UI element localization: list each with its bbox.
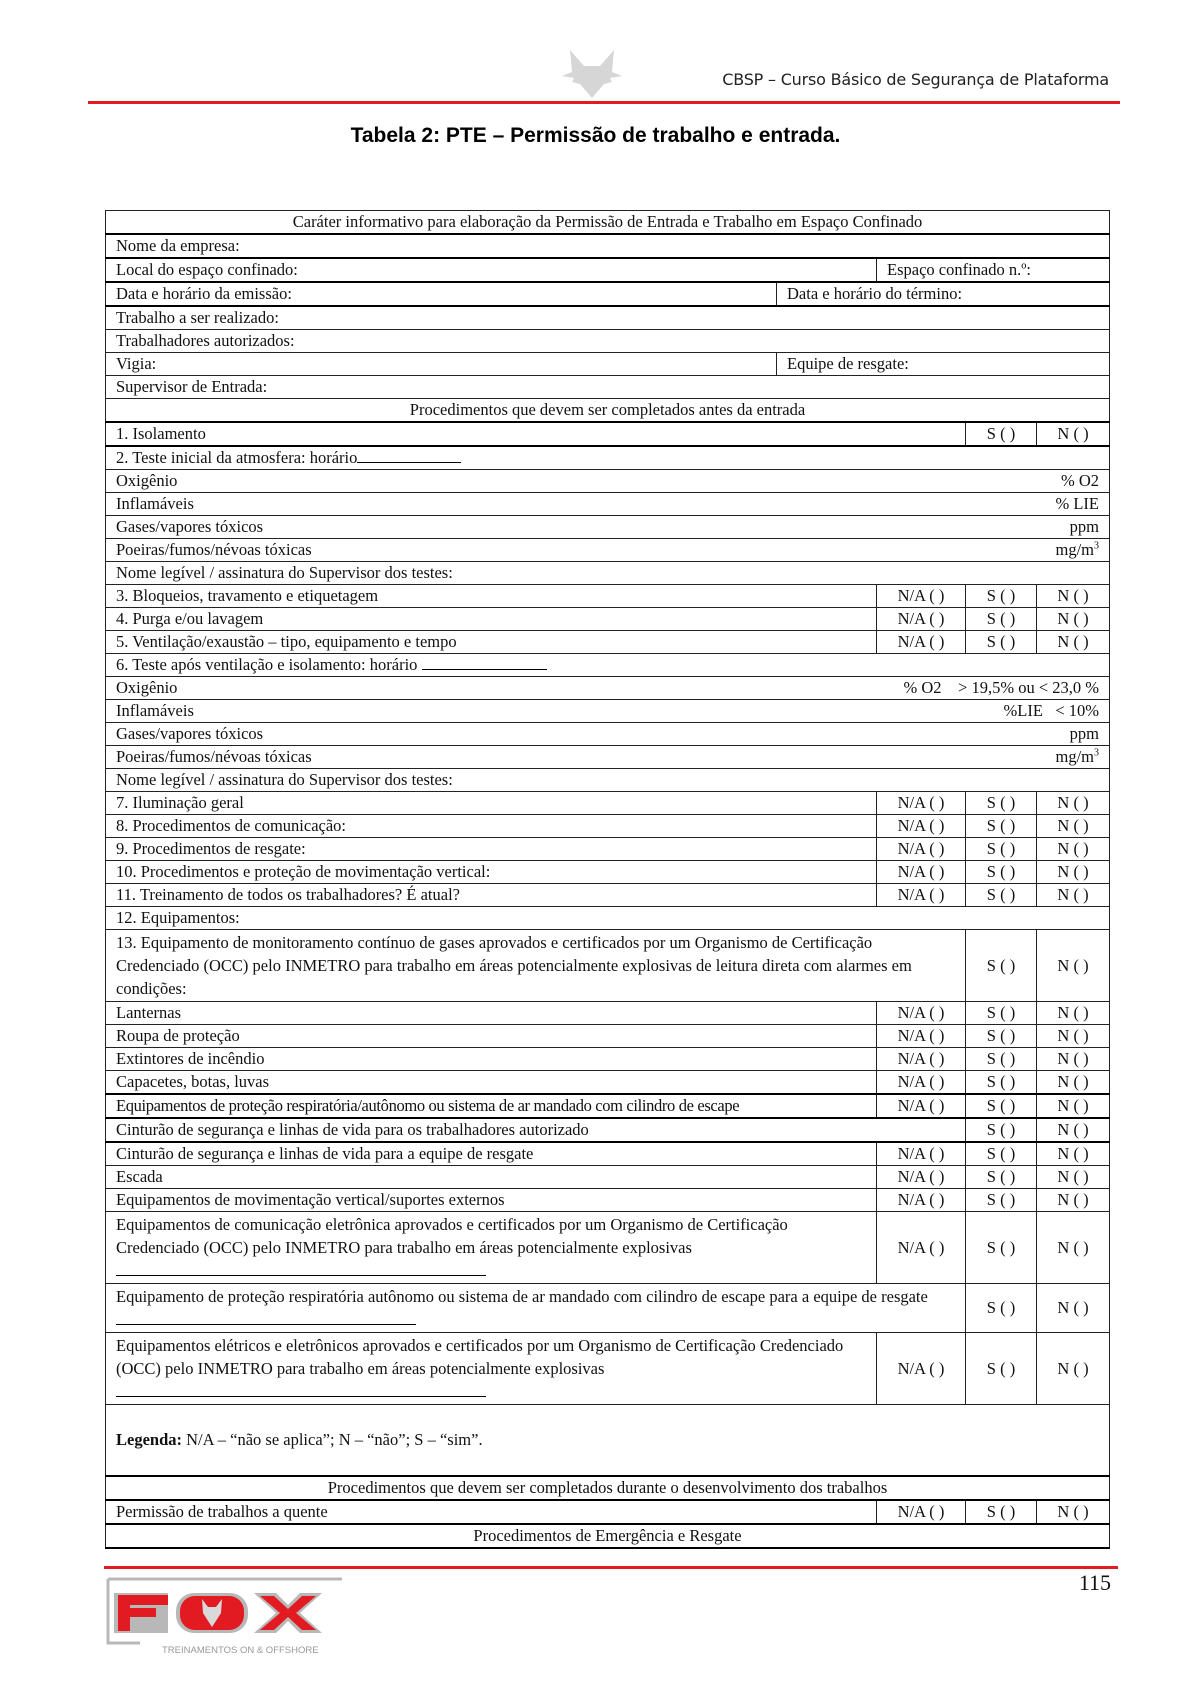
option-s[interactable]: S ( ) [966, 1189, 1037, 1212]
measure-row: Poeiras/fumos/névoas tóxicas $mg/m^3$ [106, 746, 1110, 769]
measure-row: Poeiras/fumos/névoas tóxicas $mg/m^3$ [106, 539, 1110, 562]
option-na[interactable]: N/A ( ) [877, 1094, 966, 1118]
supervisor-signature[interactable]: Nome legível / assinatura do Supervisor dos testes: [106, 562, 1110, 585]
option-n[interactable]: N ( ) [1037, 1189, 1110, 1212]
option-n[interactable]: N ( ) [1037, 1284, 1110, 1333]
field-space-number[interactable]: Espaço confinado n.º: [877, 258, 1110, 282]
option-s[interactable]: S ( ) [966, 1002, 1037, 1025]
option-s[interactable]: S ( ) [966, 631, 1037, 654]
course-title: CBSP – Curso Básico de Segurança de Plataforma [722, 70, 1109, 89]
option-s[interactable]: S ( ) [966, 884, 1037, 907]
option-n[interactable]: N ( ) [1037, 930, 1110, 1002]
option-s[interactable]: S ( ) [966, 861, 1037, 884]
equipment-vertical-supports: Equipamentos de movimentação vertical/suportes externos [106, 1189, 877, 1212]
page-number: 115 [1078, 1570, 1111, 1595]
footer-divider [104, 1566, 1118, 1569]
option-n[interactable]: N ( ) [1037, 1166, 1110, 1189]
option-n[interactable]: N ( ) [1037, 1002, 1110, 1025]
section-during-work: Procedimentos que devem ser completados durante o desenvolvimento dos trabalhos [106, 1476, 1110, 1500]
measure-row: Inflamáveis %LIE < 10% [106, 700, 1110, 723]
equipment-harness-rescue: Cinturão de segurança e linhas de vida para a equipe de resgate [106, 1142, 877, 1166]
option-na[interactable]: N/A ( ) [877, 861, 966, 884]
entry-blank[interactable] [116, 1261, 486, 1276]
item-communication: 8. Procedimentos de comunicação: [106, 815, 877, 838]
entry-blank[interactable] [116, 1382, 486, 1397]
option-s[interactable]: S ( ) [966, 815, 1037, 838]
option-s[interactable]: S ( ) [966, 1025, 1037, 1048]
field-location[interactable]: Local do espaço confinado: [106, 258, 877, 282]
field-issue-datetime[interactable]: Data e horário da emissão: [106, 282, 777, 306]
item-post-test: 6. Teste após ventilação e isolamento: horário [106, 654, 1110, 677]
equipment-helmets-boots-gloves: Capacetes, botas, luvas [106, 1071, 877, 1095]
option-s[interactable]: S ( ) [966, 838, 1037, 861]
option-na[interactable]: N/A ( ) [877, 1048, 966, 1071]
measure-row: Inflamáveis % LIE [106, 493, 1110, 516]
option-s[interactable]: S ( ) [966, 1071, 1037, 1095]
option-n[interactable]: N ( ) [1037, 792, 1110, 815]
item-ventilation: 5. Ventilação/exaustão – tipo, equipamento e tempo [106, 631, 877, 654]
item-rescue-procedures: 9. Procedimentos de resgate: [106, 838, 877, 861]
item-training: 11. Treinamento de todos os trabalhadores? É atual? [106, 884, 877, 907]
option-na[interactable]: N/A ( ) [877, 1166, 966, 1189]
equipment-electronic-communication: Equipamentos de comunicação eletrônica aprovados e certificados por um Organismo de Certificação Credenciado (OCC) pelo INMETRO para trabalho em áreas potencialmente explosivas [106, 1212, 877, 1284]
option-n[interactable]: N ( ) [1037, 861, 1110, 884]
option-na[interactable]: N/A ( ) [877, 792, 966, 815]
section-before-entry: Procedimentos que devem ser completados antes da entrada [106, 399, 1110, 423]
measure-row: Oxigênio % O2 [106, 470, 1110, 493]
option-na[interactable]: N/A ( ) [877, 1002, 966, 1025]
option-s[interactable]: S ( ) [966, 585, 1037, 608]
equipment-ladder: Escada [106, 1166, 877, 1189]
item-isolation: 1. Isolamento [106, 422, 966, 446]
option-na[interactable]: N/A ( ) [877, 1071, 966, 1095]
fox-head-icon [560, 48, 624, 98]
equipment-respiratory: Equipamentos de proteção respiratória/autônomo ou sistema de ar mandado com cilindro de escape [106, 1094, 877, 1118]
option-n[interactable]: N ( ) [1037, 1094, 1110, 1118]
option-n[interactable]: N ( ) [1037, 608, 1110, 631]
option-na[interactable]: N/A ( ) [877, 585, 966, 608]
option-n[interactable]: N ( ) [1037, 585, 1110, 608]
header-divider [88, 101, 1120, 104]
option-na[interactable]: N/A ( ) [877, 815, 966, 838]
field-company[interactable]: Nome da empresa: [106, 234, 1110, 258]
field-workers[interactable]: Trabalhadores autorizados: [106, 330, 1110, 353]
option-n[interactable]: N ( ) [1037, 422, 1110, 446]
option-s[interactable]: S ( ) [966, 1166, 1037, 1189]
entry-blank[interactable] [116, 1310, 416, 1325]
option-na[interactable]: N/A ( ) [877, 1500, 966, 1524]
option-n[interactable]: N ( ) [1037, 1071, 1110, 1095]
field-supervisor[interactable]: Supervisor de Entrada: [106, 376, 1110, 399]
item-lighting: 7. Iluminação geral [106, 792, 877, 815]
item-equipment: 12. Equipamentos: [106, 907, 1110, 930]
pte-form-table [105, 210, 1110, 1549]
option-na[interactable]: N/A ( ) [877, 1142, 966, 1166]
equipment-respiratory-rescue: Equipamento de proteção respiratória autônomo ou sistema de ar mandado com cilindro de escape para a equipe de resgate [106, 1284, 966, 1333]
option-s[interactable]: S ( ) [966, 608, 1037, 631]
option-s[interactable]: S ( ) [966, 792, 1037, 815]
equipment-harness-workers: Cinturão de segurança e linhas de vida para os trabalhadores autorizado [106, 1118, 966, 1142]
item-vertical-movement: 10. Procedimentos e proteção de movimentação vertical: [106, 861, 877, 884]
option-n[interactable]: N ( ) [1037, 1048, 1110, 1071]
option-na[interactable]: N/A ( ) [877, 1212, 966, 1284]
item-purge: 4. Purga e/ou lavagem [106, 608, 877, 631]
option-n[interactable]: N ( ) [1037, 815, 1110, 838]
option-n[interactable]: N ( ) [1037, 1500, 1110, 1524]
field-end-datetime[interactable]: Data e horário do término: [777, 282, 1110, 306]
time-blank[interactable] [357, 448, 461, 463]
option-n[interactable]: N ( ) [1037, 884, 1110, 907]
option-n[interactable]: N ( ) [1037, 838, 1110, 861]
form-main-heading: Caráter informativo para elaboração da Permissão de Entrada e Trabalho em Espaço Confinado [106, 211, 1110, 235]
option-s[interactable]: S ( ) [966, 1333, 1037, 1405]
option-na[interactable]: N/A ( ) [877, 1025, 966, 1048]
item-gas-monitor: 13. Equipamento de monitoramento contínuo de gases aprovados e certificados por um Organismo de Certificação Credenciado (OCC) pelo INMETRO para trabalho em áreas potencialmente explosivas de leitura direta com alarmes em condições: [106, 930, 966, 1002]
document-title: Tabela 2: PTE – Permissão de trabalho e entrada. [350, 124, 841, 147]
option-s[interactable]: S ( ) [966, 1212, 1037, 1284]
equipment-flashlights: Lanternas [106, 1002, 877, 1025]
option-n[interactable]: N ( ) [1037, 1118, 1110, 1142]
fox-logo [106, 1575, 342, 1659]
option-n[interactable]: N ( ) [1037, 1025, 1110, 1048]
option-s[interactable]: S ( ) [966, 422, 1037, 446]
option-na[interactable]: N/A ( ) [877, 631, 966, 654]
option-s[interactable]: S ( ) [966, 1142, 1037, 1166]
option-na[interactable]: N/A ( ) [877, 1333, 966, 1405]
option-s[interactable]: S ( ) [966, 930, 1037, 1002]
option-s[interactable]: S ( ) [966, 1500, 1037, 1524]
option-na[interactable]: N/A ( ) [877, 838, 966, 861]
option-s[interactable]: S ( ) [966, 1048, 1037, 1071]
option-s[interactable]: S ( ) [966, 1118, 1037, 1142]
item-lockout: 3. Bloqueios, travamento e etiquetagem [106, 585, 877, 608]
section-emergency-rescue: Procedimentos de Emergência e Resgate [106, 1524, 1110, 1548]
measure-row: Gases/vapores tóxicos ppm [106, 723, 1110, 746]
option-n[interactable]: N ( ) [1037, 1333, 1110, 1405]
equipment-protective-clothing: Roupa de proteção [106, 1025, 877, 1048]
field-work[interactable]: Trabalho a ser realizado: [106, 306, 1110, 330]
legend: Legenda: N/A – “não se aplica”; N – “não”; S – “sim”. [106, 1405, 1110, 1477]
item-hot-work-permit: Permissão de trabalhos a quente [106, 1500, 877, 1524]
equipment-electrical: Equipamentos elétricos e eletrônicos aprovados e certificados por um Organismo de Certificação Credenciado (OCC) pelo INMETRO para trabalho em áreas potencialmente explosivas [106, 1333, 877, 1405]
option-s[interactable]: S ( ) [966, 1284, 1037, 1333]
supervisor-signature[interactable]: Nome legível / assinatura do Supervisor dos testes: [106, 769, 1110, 792]
option-na[interactable]: N/A ( ) [877, 884, 966, 907]
field-rescue-team[interactable]: Equipe de resgate: [777, 353, 1110, 376]
logo-tagline: TREINAMENTOS ON & OFFSHORE [162, 1645, 319, 1656]
item-initial-test: 2. Teste inicial da atmosfera: horário [106, 446, 1110, 470]
time-blank[interactable] [422, 655, 547, 670]
field-watch[interactable]: Vigia: [106, 353, 777, 376]
option-na[interactable]: N/A ( ) [877, 608, 966, 631]
option-na[interactable]: N/A ( ) [877, 1189, 966, 1212]
option-n[interactable]: N ( ) [1037, 631, 1110, 654]
option-s[interactable]: S ( ) [966, 1094, 1037, 1118]
measure-row: Gases/vapores tóxicos ppm [106, 516, 1110, 539]
measure-row: Oxigênio % O2 > 19,5% ou < 23,0 % [106, 677, 1110, 700]
option-n[interactable]: N ( ) [1037, 1142, 1110, 1166]
equipment-extinguishers: Extintores de incêndio [106, 1048, 877, 1071]
option-n[interactable]: N ( ) [1037, 1212, 1110, 1284]
